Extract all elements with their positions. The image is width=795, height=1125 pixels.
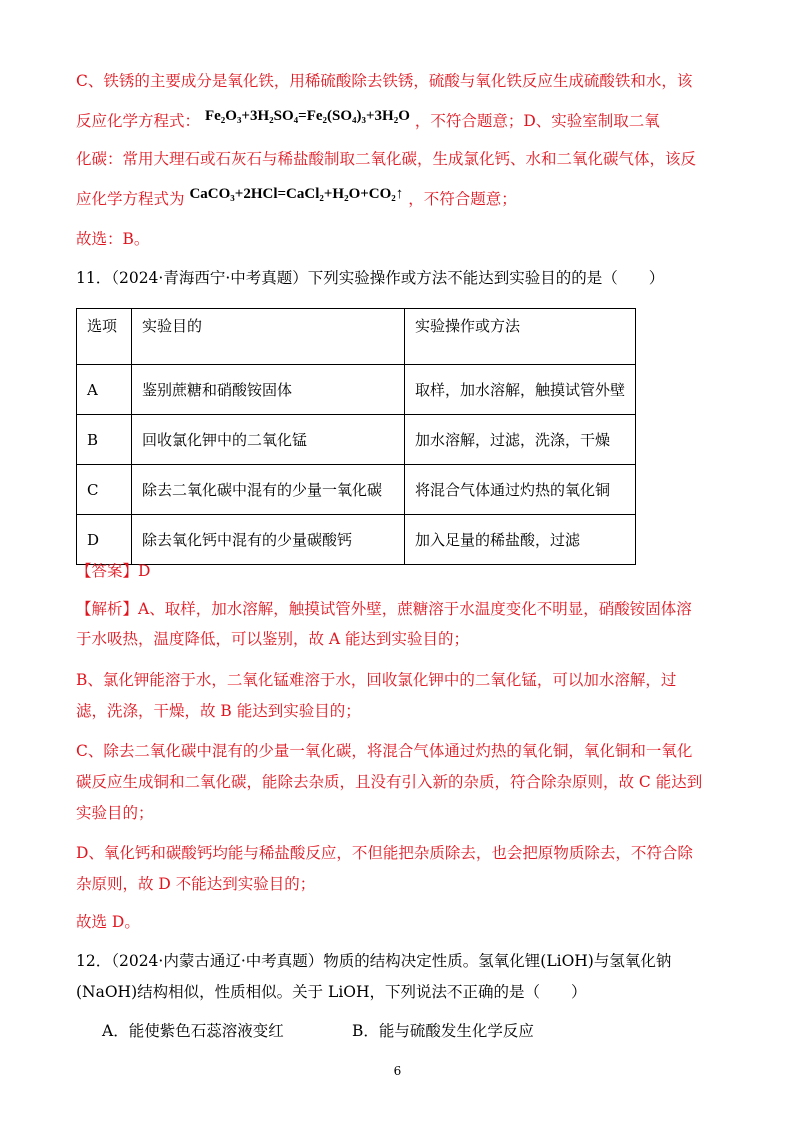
q12-stem-line2: (NaOH)结构相似，性质相似。关于 LiOH，下列说法不正确的是（ ）	[76, 983, 587, 1001]
prev-answer-c-line2	[76, 110, 660, 133]
table-row	[77, 465, 636, 515]
analysis-line: 【解析】A、取样，加水溶解，触摸试管外壁，蔗糖溶于水温度变化不明显，硝酸铵固体溶	[76, 600, 692, 618]
row-option: A	[77, 365, 132, 415]
q11-stem: 11．（2024·青海西宁·中考真题）下列实验操作或方法不能达到实验目的的是（ ）	[76, 269, 665, 287]
answer-label: 【答案】	[76, 562, 139, 580]
row-purpose: 鉴别蔗糖和硝酸铵固体	[132, 365, 405, 415]
prev-answer-c-line2-post: ，不符合题意；D、实验室制取二氧	[414, 112, 660, 130]
analysis-line: D、氧化钙和碳酸钙均能与稀盐酸反应，不但能把杂质除去，也会把原物质除去，不符合除	[76, 844, 693, 862]
row-method: 加入足量的稀盐酸，过滤	[405, 515, 636, 565]
analysis-line: 碳反应生成铜和二氧化碳，能除去杂质，且没有引入新的杂质，符合除杂原则，故 C 能达到	[76, 773, 703, 791]
table-row	[77, 365, 636, 415]
analysis-line: C、除去二氧化碳中混有的少量一氧化碳，将混合气体通过灼热的氧化铜，氧化铜和一氧化	[76, 742, 693, 760]
row-method: 取样，加水溶解，触摸试管外壁	[405, 365, 636, 415]
row-method: 将混合气体通过灼热的氧化铜	[405, 465, 636, 515]
analysis-line: 实验目的；	[76, 804, 154, 822]
q11-answer	[76, 560, 150, 582]
q11-table	[76, 308, 636, 565]
equation-iron-oxide-sulfuric-acid: Fe₂O₃+3H₂SO₄=Fe₂(SO₄)₃+3H₂O	[204, 108, 410, 124]
row-purpose: 回收氯化钾中的二氧化锰	[132, 415, 405, 465]
header-method: 实验操作或方法	[405, 309, 636, 365]
table-row	[77, 415, 636, 465]
row-option: B	[77, 415, 132, 465]
analysis-line: B、氯化钾能溶于水，二氧化锰难溶于水，回收氯化钾中的二氧化锰，可以加水溶解，过	[76, 671, 677, 689]
prev-answer-d-line4-pre: 应化学方程式为	[76, 190, 185, 208]
page-number: 6	[393, 1064, 402, 1078]
table-header-row	[77, 309, 636, 365]
analysis-line: 滤，洗涤，干燥，故 B 能达到实验目的；	[76, 702, 361, 720]
prev-answer-c-line2-pre: 反应化学方程式：	[76, 112, 201, 130]
prev-answer-c-line1: C、铁锈的主要成分是氧化铁，用稀硫酸除去铁锈，硫酸与氧化铁反应生成硫酸铁和水，该	[76, 72, 693, 90]
prev-answer-conclusion: 故选：B。	[76, 230, 150, 248]
equation-calcium-carbonate-hcl: CaCO₃+2HCl=CaCl₂+H₂O+CO₂↑	[189, 186, 404, 202]
row-option: C	[77, 465, 132, 515]
row-purpose: 除去二氧化碳中混有的少量一氧化碳	[132, 465, 405, 515]
analysis-line: 故选 D。	[76, 913, 140, 931]
prev-answer-d-line3: 化碳：常用大理石或石灰石与稀盐酸制取二氧化碳，生成氯化钙、水和二氧化碳气体，该反	[76, 150, 697, 168]
prev-answer-d-line4-post: ，不符合题意；	[408, 190, 517, 208]
row-method: 加水溶解，过滤，洗涤，干燥	[405, 415, 636, 465]
answer-value: D	[138, 562, 151, 580]
prev-answer-d-line4	[76, 188, 517, 211]
header-option: 选项	[77, 309, 132, 365]
table-row	[77, 515, 636, 565]
row-option: D	[77, 515, 132, 565]
q12-option-b: B．能与硫酸发生化学反应	[352, 1022, 534, 1040]
analysis-line: 杂原则，故 D 不能达到实验目的；	[76, 875, 316, 893]
row-purpose: 除去氧化钙中混有的少量碳酸钙	[132, 515, 405, 565]
q12-stem-line1: 12．（2024·内蒙古通辽·中考真题）物质的结构决定性质。氢氧化锂(LiOH)与氢氧化钠	[76, 952, 672, 970]
q12-option-a: A．能使紫色石蕊溶液变红	[102, 1022, 284, 1040]
analysis-line: 于水吸热，温度降低，可以鉴别，故 A 能达到实验目的；	[76, 630, 470, 648]
header-purpose: 实验目的	[132, 309, 405, 365]
